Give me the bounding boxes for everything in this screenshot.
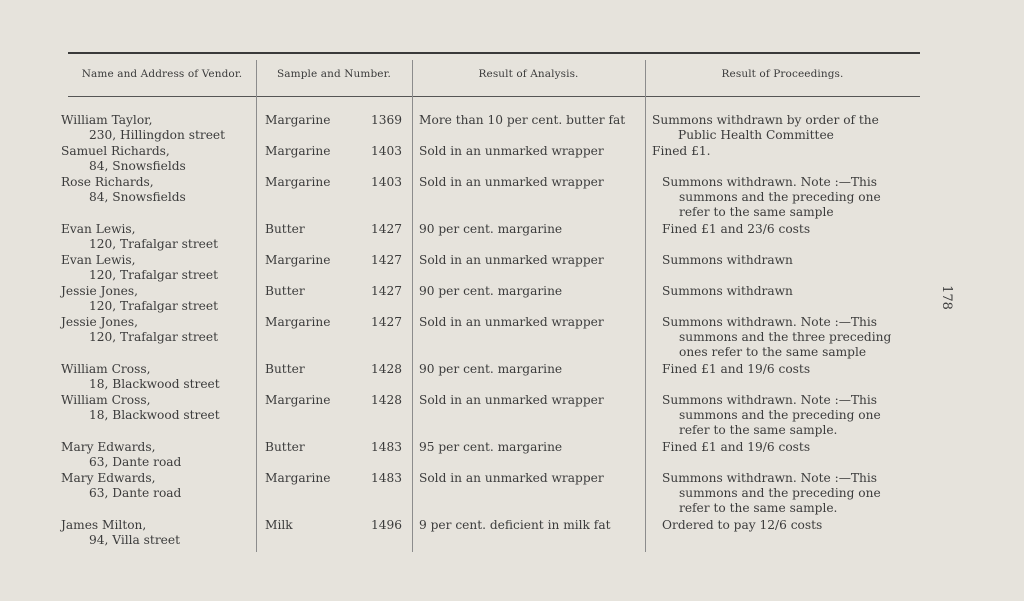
vendor-name: Samuel Richards, <box>61 144 170 158</box>
vendor-cell <box>61 471 181 501</box>
sample-number: 1427 <box>370 284 402 298</box>
vendor-address: 84, Snowsfields <box>89 159 186 173</box>
header-sample: Sample and Number. <box>277 68 391 80</box>
proceedings-line: refer to the same sample. <box>679 501 838 515</box>
proceedings-line: Fined £1 and 19/6 costs <box>662 362 811 376</box>
proceedings-result <box>645 284 793 299</box>
analysis-result: More than 10 per cent. butter fat <box>419 113 626 127</box>
proceedings-line: Public Health Committee <box>678 128 834 142</box>
analysis-result: 9 per cent. deficient in milk fat <box>419 518 611 532</box>
sample-number: 1369 <box>370 113 402 127</box>
vendor-address: 120, Trafalgar street <box>89 237 218 251</box>
vendor-cell <box>61 113 225 143</box>
proceedings-line: Fined £1 and 19/6 costs <box>662 440 811 454</box>
proceedings-line: ones refer to the same sample <box>679 345 867 359</box>
proceedings-line: refer to the same sample <box>679 205 834 219</box>
sample-number: 1427 <box>370 222 402 236</box>
vendor-name: William Cross, <box>61 362 151 376</box>
sample-type: Margarine <box>265 315 331 329</box>
vendor-name: Mary Edwards, <box>61 471 156 485</box>
vendor-address: 18, Blackwood street <box>89 408 220 422</box>
sample-type: Milk <box>265 518 293 532</box>
analysis-result: 90 per cent. margarine <box>419 362 563 376</box>
sample-type: Butter <box>265 222 305 236</box>
header-proceedings: Result of Proceedings. <box>721 68 844 80</box>
header-analysis: Result of Analysis. <box>478 68 579 80</box>
analysis-result: Sold in an unmarked wrapper <box>419 315 604 329</box>
proceedings-line: Summons withdrawn <box>662 284 793 298</box>
header-vendor: Name and Address of Vendor. <box>81 68 243 80</box>
analysis-result: 95 per cent. margarine <box>419 440 563 454</box>
vendor-cell <box>61 315 218 345</box>
sample-number: 1428 <box>370 362 402 376</box>
sample-number: 1403 <box>370 144 402 158</box>
proceedings-result <box>652 113 879 143</box>
vendor-cell <box>61 440 181 470</box>
proceedings-result <box>645 253 793 268</box>
sample-number: 1483 <box>370 471 402 485</box>
proceedings-line: summons and the three preceding <box>679 330 892 344</box>
sample-number: 1496 <box>370 518 402 532</box>
vendor-name: Jessie Jones, <box>61 315 139 329</box>
analysis-result: Sold in an unmarked wrapper <box>419 471 604 485</box>
vendor-address: 120, Trafalgar street <box>89 330 218 344</box>
vendor-name: Rose Richards, <box>61 175 154 189</box>
analysis-result: 90 per cent. margarine <box>419 222 563 236</box>
proceedings-line: Summons withdrawn. Note :—This <box>662 315 878 329</box>
sample-number: 1428 <box>370 393 402 407</box>
vendor-name: James Milton, <box>61 518 147 532</box>
proceedings-result <box>645 471 881 516</box>
vendor-address: 63, Dante road <box>89 455 182 469</box>
header-rule <box>68 96 920 97</box>
proceedings-line: Fined £1. <box>652 144 711 158</box>
proceedings-line: Summons withdrawn <box>662 253 793 267</box>
vendor-cell <box>61 393 220 423</box>
proceedings-result <box>645 222 810 237</box>
proceedings-line: Summons withdrawn. Note :—This <box>662 175 878 189</box>
analysis-result: 90 per cent. margarine <box>419 284 563 298</box>
vendor-cell <box>61 144 186 174</box>
analysis-result: Sold in an unmarked wrapper <box>419 144 604 158</box>
vendor-address: 120, Trafalgar street <box>89 299 218 313</box>
analysis-result: Sold in an unmarked wrapper <box>419 253 604 267</box>
proceedings-result <box>645 440 810 455</box>
proceedings-result <box>645 393 881 438</box>
sample-number: 1483 <box>370 440 402 454</box>
vendor-name: William Taylor, <box>61 113 153 127</box>
column-divider <box>412 60 413 552</box>
proceedings-line: summons and the preceding one <box>679 190 881 204</box>
page-number: 178 <box>938 285 954 310</box>
proceedings-line: Ordered to pay 12/6 costs <box>662 518 823 532</box>
analysis-result: Sold in an unmarked wrapper <box>419 175 604 189</box>
analysis-result: Sold in an unmarked wrapper <box>419 393 604 407</box>
column-divider <box>256 60 257 552</box>
proceedings-result <box>645 518 822 533</box>
proceedings-line: Fined £1 and 23/6 costs <box>662 222 811 236</box>
vendor-cell <box>61 284 218 314</box>
sample-type: Margarine <box>265 144 331 158</box>
top-rule <box>68 52 920 54</box>
proceedings-line: Summons withdrawn. Note :—This <box>662 393 878 407</box>
proceedings-line: Summons withdrawn by order of the <box>652 113 879 127</box>
vendor-name: Mary Edwards, <box>61 440 156 454</box>
vendor-cell <box>61 518 180 548</box>
proceedings-line: Summons withdrawn. Note :—This <box>662 471 878 485</box>
vendor-address: 63, Dante road <box>89 486 182 500</box>
vendor-name: Jessie Jones, <box>61 284 139 298</box>
vendor-address: 94, Villa street <box>89 533 180 547</box>
vendor-address: 84, Snowsfields <box>89 190 186 204</box>
sample-type: Margarine <box>265 113 331 127</box>
sample-number: 1403 <box>370 175 402 189</box>
vendor-cell <box>61 253 218 283</box>
sample-type: Margarine <box>265 253 331 267</box>
sample-type: Butter <box>265 362 305 376</box>
sample-type: Butter <box>265 440 305 454</box>
vendor-cell <box>61 175 186 205</box>
proceedings-line: summons and the preceding one <box>679 486 881 500</box>
vendor-address: 120, Trafalgar street <box>89 268 218 282</box>
proceedings-line: summons and the preceding one <box>679 408 881 422</box>
proceedings-line: refer to the same sample. <box>679 423 838 437</box>
sample-type: Margarine <box>265 471 331 485</box>
proceedings-result <box>645 175 881 220</box>
proceedings-result <box>645 315 891 360</box>
sample-type: Margarine <box>265 393 331 407</box>
sample-number: 1427 <box>370 253 402 267</box>
sample-type: Butter <box>265 284 305 298</box>
sample-number: 1427 <box>370 315 402 329</box>
vendor-cell <box>61 362 220 392</box>
proceedings-result <box>652 144 710 159</box>
sample-type: Margarine <box>265 175 331 189</box>
vendor-name: William Cross, <box>61 393 151 407</box>
vendor-name: Evan Lewis, <box>61 253 136 267</box>
vendor-cell <box>61 222 218 252</box>
proceedings-result <box>645 362 810 377</box>
vendor-name: Evan Lewis, <box>61 222 136 236</box>
vendor-address: 18, Blackwood street <box>89 377 220 391</box>
vendor-address: 230, Hillingdon street <box>89 128 226 142</box>
